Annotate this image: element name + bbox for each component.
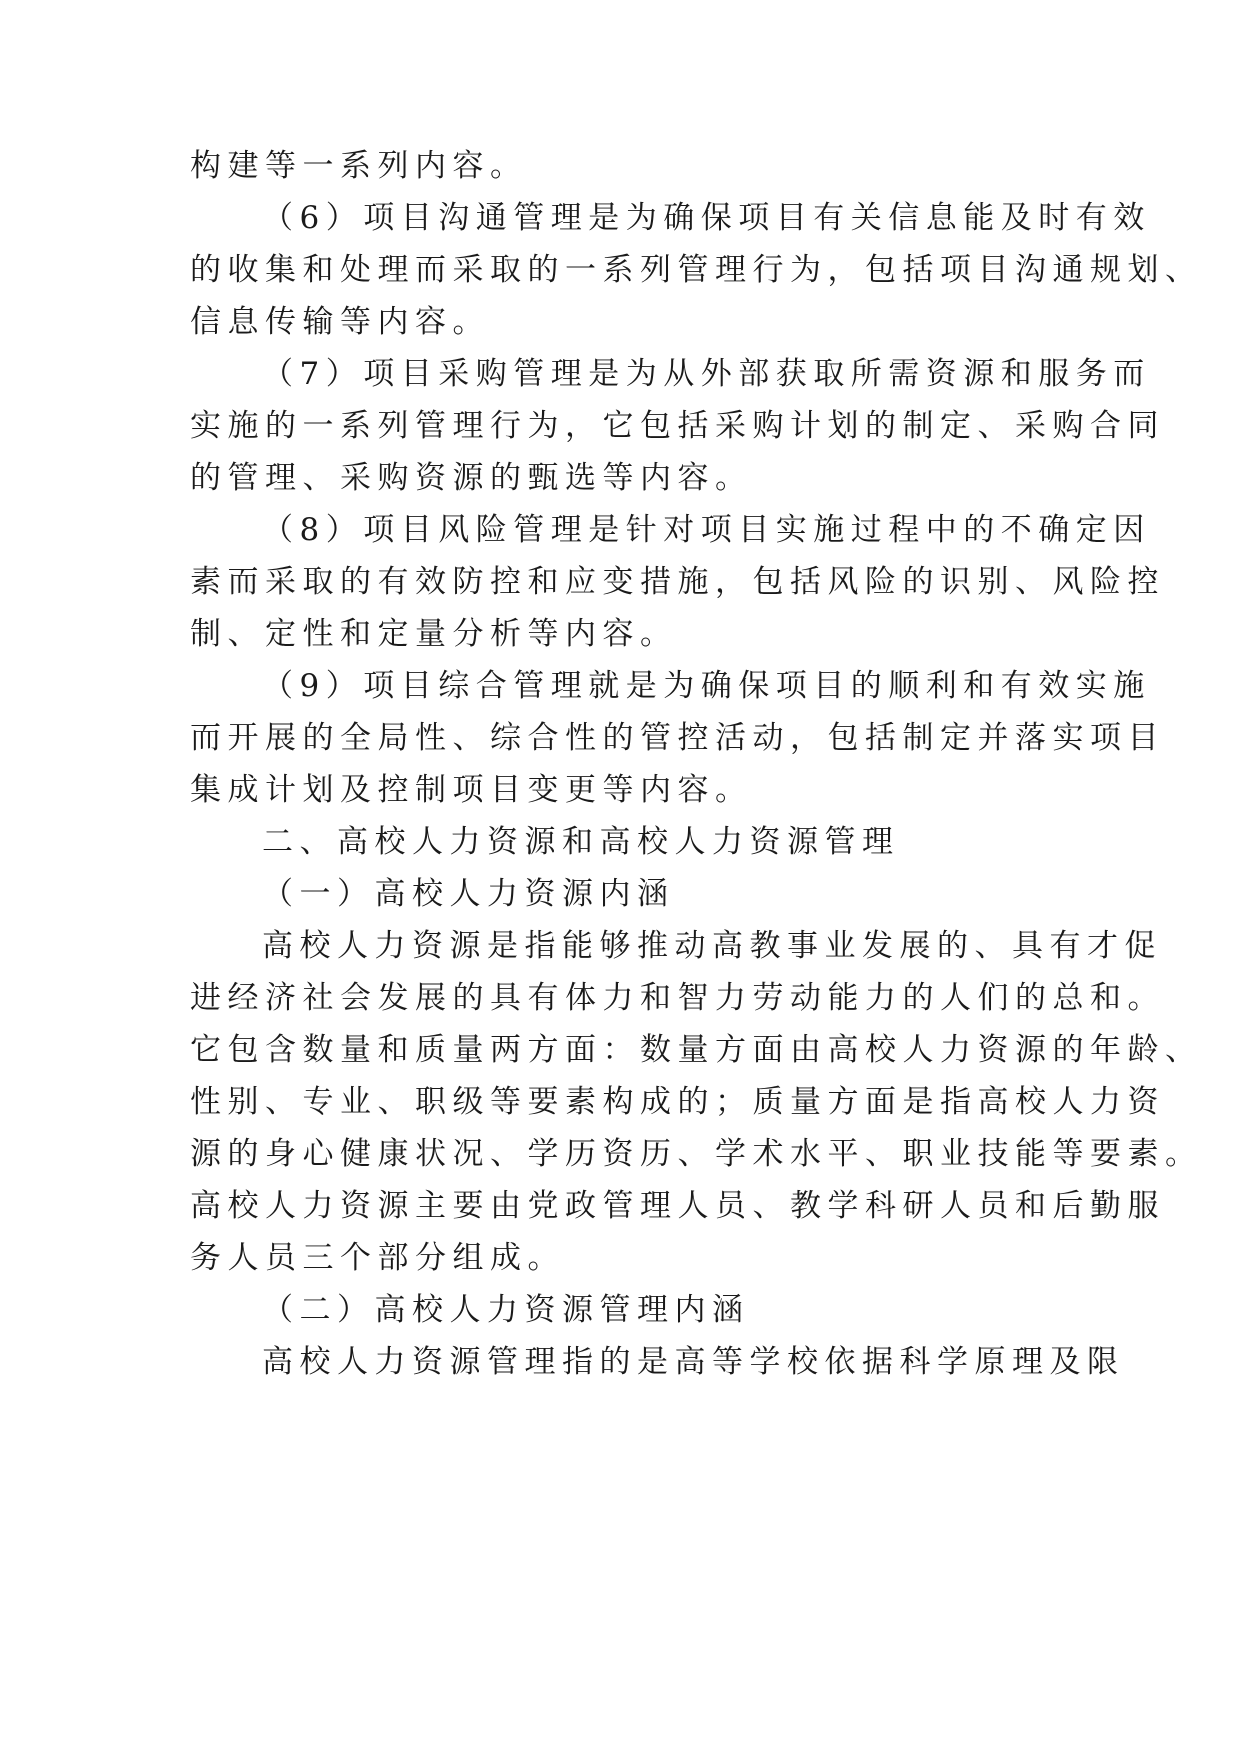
text-line: 的收集和处理而采取的一系列管理行为，包括项目沟通规划、 [190, 252, 1203, 288]
text-line: 进经济社会发展的具有体力和智力劳动能力的人们的总和。 [190, 980, 1165, 1016]
text-line: 的管理、采购资源的甄选等内容。 [190, 460, 753, 496]
text-line: 性别、专业、职级等要素构成的；质量方面是指高校人力资 [190, 1084, 1165, 1120]
text-line: （8）项目风险管理是针对项目实施过程中的不确定因 [262, 512, 1151, 548]
text-line: 而开展的全局性、综合性的管控活动，包括制定并落实项目 [190, 720, 1165, 756]
text-line: 务人员三个部分组成。 [190, 1240, 565, 1276]
text-line: 制、定性和定量分析等内容。 [190, 616, 678, 652]
text-line: 它包含数量和质量两方面：数量方面由高校人力资源的年龄、 [190, 1032, 1203, 1068]
section-heading: 二、高校人力资源和高校人力资源管理 [262, 824, 900, 860]
text-line: 集成计划及控制项目变更等内容。 [190, 772, 753, 808]
text-line: 高校人力资源是指能够推动高教事业发展的、具有才促 [262, 928, 1162, 964]
text-line: （9）项目综合管理就是为确保项目的顺利和有效实施 [262, 668, 1151, 704]
text-line: 高校人力资源管理指的是高等学校依据科学原理及限 [262, 1344, 1125, 1380]
text-line: 信息传输等内容。 [190, 304, 490, 340]
text-line: 源的身心健康状况、学历资历、学术水平、职业技能等要素。 [190, 1136, 1203, 1172]
text-line: （7）项目采购管理是为从外部获取所需资源和服务而 [262, 356, 1151, 392]
subsection-heading: （一）高校人力资源内涵 [262, 876, 675, 912]
text-line: 高校人力资源主要由党政管理人员、教学科研人员和后勤服 [190, 1188, 1165, 1224]
text-line: 构建等一系列内容。 [190, 148, 528, 184]
subsection-heading: （二）高校人力资源管理内涵 [262, 1292, 750, 1328]
text-line: 素而采取的有效防控和应变措施，包括风险的识别、风险控 [190, 564, 1165, 600]
text-line: 实施的一系列管理行为，它包括采购计划的制定、采购合同 [190, 408, 1165, 444]
text-line: （6）项目沟通管理是为确保项目有关信息能及时有效 [262, 200, 1151, 236]
